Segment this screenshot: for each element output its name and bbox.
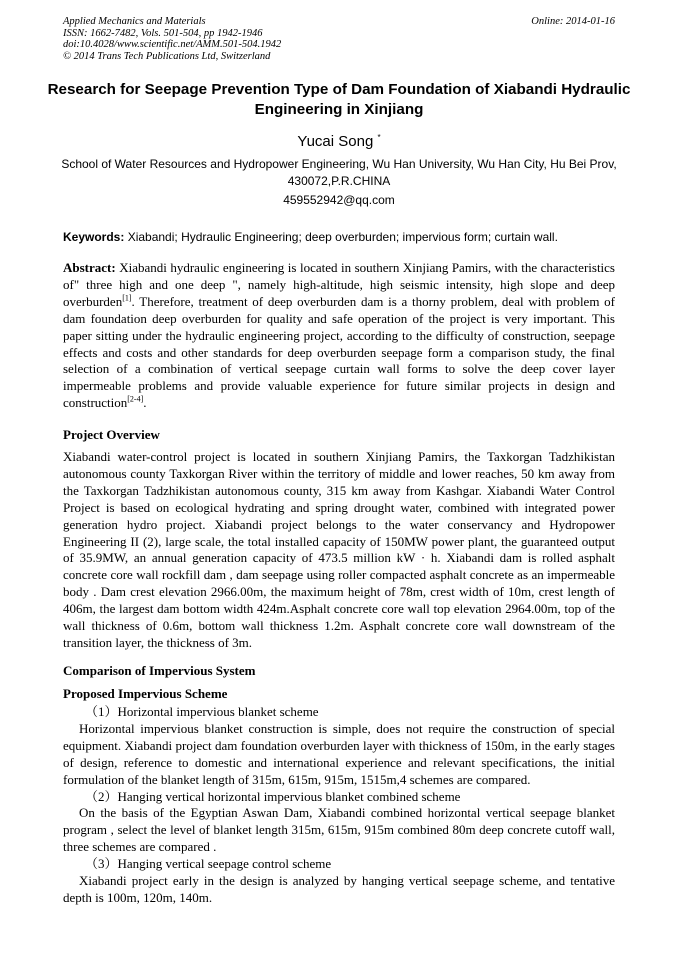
affiliation: School of Water Resources and Hydropower Engineering, Wu Han University, Wu Han City, Hu Bei Prov, 430072,P.R.CHINA [61, 157, 617, 188]
journal-header [63, 16, 281, 62]
paper-title: Research for Seepage Prevention Type of Dam Foundation of Xiabandi Hydraulic Engineering in Xinjiang [47, 81, 631, 118]
subsection-heading-scheme: Proposed Impervious Scheme [63, 686, 228, 701]
online-date: Online: 2014-01-16 [531, 16, 615, 27]
section-heading-overview: Project Overview [63, 427, 160, 442]
scheme-list [63, 704, 615, 907]
keywords-text: Xiabandi; Hydraulic Engineering; deep overburden; impervious form; curtain wall. [124, 230, 558, 244]
citation-ref-2: [2-4] [127, 394, 144, 404]
scheme-1-text: Horizontal impervious blanket construction is simple, does not require the construction of special equipment. Xiabandi project dam foundation overburden layer with thickness of 150m, in the early stages of design, reference to domestic and international experience and relevant specifications, the initial formulation of the blanket length of 315m, 615m, 915m, 1515m,4 schemes are compared. [63, 720, 615, 787]
scheme-3-title: （3）Hanging vertical seepage control scheme [85, 856, 332, 872]
author-line [0, 129, 678, 151]
scheme-1-title: （1）Horizontal impervious blanket scheme [85, 704, 319, 719]
scheme-3-text: Xiabandi project early in the design is analyzed by hanging vertical seepage scheme, and tentative depth is 100m, 120m, 140m. [63, 873, 615, 905]
issn-line: ISSN: 1662-7482, Vols. 501-504, pp 1942-1946 [63, 27, 263, 39]
author-email: 459552942@qq.com [283, 193, 395, 207]
copyright-line: © 2014 Trans Tech Publications Ltd, Switzerland [63, 50, 271, 62]
citation-ref-1: [1] [122, 293, 132, 303]
author-name: Yucai Song [297, 133, 374, 150]
scheme-2-title: （2）Hanging vertical horizontal impervious blanket combined scheme [85, 788, 461, 804]
abstract-text-2: . Therefore, treatment of deep overburden dam is a thorny problem, deal with problem of dam foundation deep overburden for quality and safe operation of the project is very important. This paper sitting under the hydraulic engineering project, according to the difficulty of construction, seepage effects and costs and other standards for deep overburden seepage form a comparison study, the final selection of a combination of vertical seepage curtain wall forms to solve the deep cover layer impermeable problems and provide valuable experience for future similar projects in design and construction [63, 293, 615, 411]
abstract-text-3: . [143, 395, 147, 411]
journal-name: Applied Mechanics and Materials [63, 16, 206, 27]
doi-line: doi:10.4028/www.scientific.net/AMM.501-504.1942 [63, 39, 282, 50]
scheme-2-text: On the basis of the Egyptian Aswan Dam, Xiabandi combined horizontal vertical seepage blanket program , select the level of blanket length 315m, 615m, 915m combined 80m deep concrete cutoff wall, three schemes are compared . [63, 805, 615, 855]
author-mark: * [377, 133, 381, 142]
abstract [63, 260, 615, 412]
keywords-label: Keywords: [63, 230, 125, 244]
section-heading-comparison: Comparison of Impervious System [63, 663, 256, 678]
keywords [63, 229, 615, 245]
abstract-text-1: Xiabandi hydraulic engineering is located in southern Xinjiang Pamirs, with the characteristics of" three high and one deep ", namely high-altitude, high seismic intensity, high slope and deep overburden [63, 260, 615, 309]
overview-paragraph: Xiabandi water-control project is located in southern Xinjiang Pamirs, the Taxkorgan Tadzhikistan autonomous county Taxkorgan River within the territory of middle and lower reaches, 50 km away from the Taxkorgan Tadzhikistan autonomous county, 315 km away from Kashgar. Xiabandi Water Control Project is based on ecological hydrating and spring drought water, combined with integrated power generation hydro project. Xiabandi project belongs to the water conservancy and Hydropower Engineering II (2), large scale, the total installed capacity of 150MW power plant, the guaranteed output of 35.9MW, an annual generation capacity of 473.5 million kW · h. Xiabandi dam is rolled asphalt concrete core wall rockfill dam , dam seepage using roller compacted asphalt concrete as an impermeable body . Dam crest elevation 2966.00m, the maximum height of 78m, crest width of 10m, crest length of 406m, the largest dam bottom width 424m.Asphalt concrete core wall top elevation 2964.00m, top of the wall thickness of 0.6m, bottom wall thickness 1.2m. Asphalt concrete core wall downstream of the transition layer, the thickness of 3m. [63, 449, 615, 650]
abstract-label: Abstract: [63, 260, 116, 275]
